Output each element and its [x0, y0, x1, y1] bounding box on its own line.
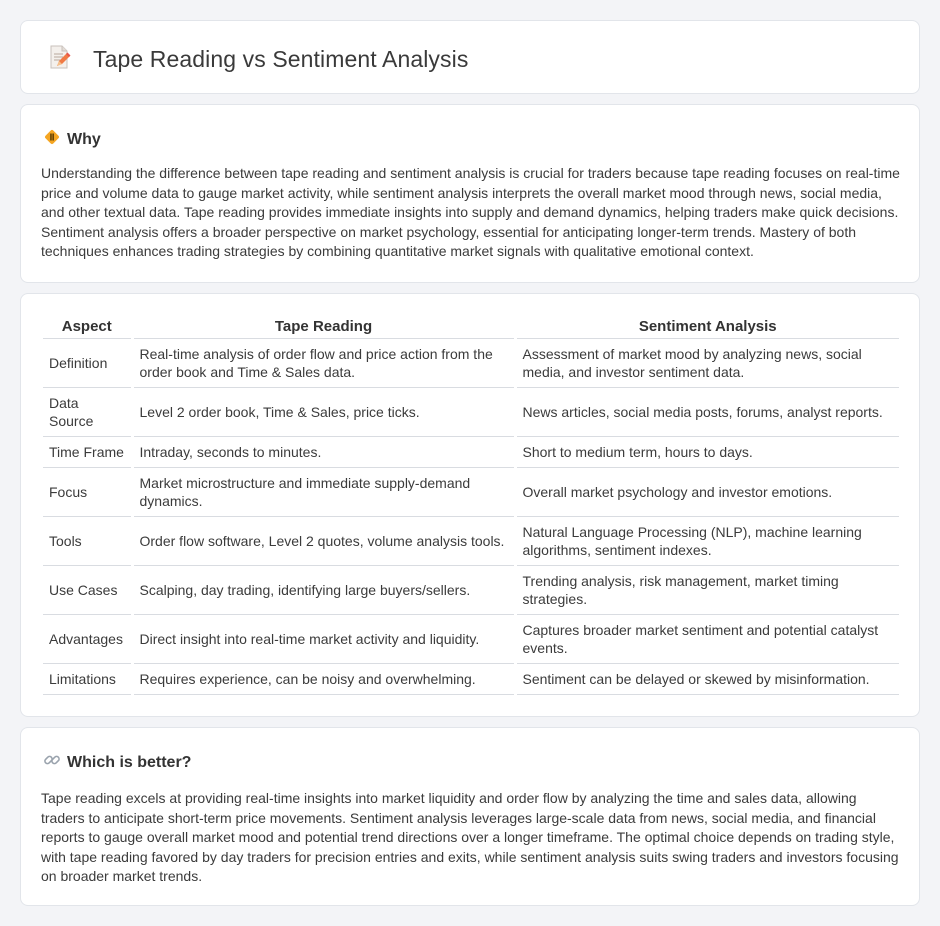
table-row [43, 615, 899, 664]
title-row [45, 43, 468, 76]
comparison-table [43, 314, 899, 695]
row-sentiment-analysis: Natural Language Processing (NLP), machine learning algorithms, sentiment indexes. [515, 517, 899, 566]
comparison-card [20, 293, 920, 717]
row-sentiment-analysis: Sentiment can be delayed or skewed by misinformation. [515, 664, 899, 695]
row-tape-reading: Market microstructure and immediate supply-demand dynamics. [132, 468, 515, 517]
table-row [43, 517, 899, 566]
row-sentiment-analysis: Short to medium term, hours to days. [515, 437, 899, 468]
table-row [43, 566, 899, 615]
table-row [43, 664, 899, 695]
table-row [43, 468, 899, 517]
why-body: Understanding the difference between tape reading and sentiment analysis is crucial for traders because tape reading focuses on real-time price and volume data to gauge market activity, while sentiment analysis interprets the overall market mood through news, social media, and other textual data. Tape reading provides immediate insights into supply and demand dynamics, helping traders make quick decisions. Sentiment analysis offers a broader perspective on market psychology, essential for anticipating longer-term trends. Mastery of both techniques enhances trading strategies by combining quantitative market signals with qualitative emotional context. [41, 165, 900, 259]
row-tape-reading: Scalping, day trading, identifying large buyers/sellers. [132, 566, 515, 615]
row-aspect: Limitations [43, 664, 132, 695]
better-heading: Which is better? [67, 753, 192, 771]
row-sentiment-analysis: Captures broader market sentiment and potential catalyst events. [515, 615, 899, 664]
row-aspect: Use Cases [43, 566, 132, 615]
why-card [20, 104, 920, 283]
row-aspect: Focus [43, 468, 132, 517]
page-title: Tape Reading vs Sentiment Analysis [93, 46, 469, 72]
header-aspect: Aspect [43, 314, 132, 339]
better-body: Tape reading excels at providing real-time insights into market liquidity and order flow by analyzing the time and sales data, allowing traders to anticipate short-term price movements. Sentiment analysis leverages large-scale data from news, social media, and financial reports to gauge overall market mood and potential trend directions over a longer timeframe. The optimal choice depends on trading style, with tape reading favored by day traders for precision entries and exits, while sentiment analysis suits swing traders and investors focusing on broader market trends. [41, 790, 899, 884]
header-tape-reading: Tape Reading [132, 314, 515, 339]
row-sentiment-analysis: Trending analysis, risk management, market timing strategies. [515, 566, 899, 615]
table-row [43, 437, 899, 468]
table-header-row [43, 314, 899, 339]
row-aspect: Tools [43, 517, 132, 566]
row-sentiment-analysis: Assessment of market mood by analyzing news, social media, and investor sentiment data. [515, 339, 899, 388]
table-row [43, 388, 899, 437]
link-icon [43, 751, 61, 774]
row-tape-reading: Level 2 order book, Time & Sales, price ticks. [132, 388, 515, 437]
row-tape-reading: Real-time analysis of order flow and price action from the order book and Time & Sales data. [132, 339, 515, 388]
document-pencil-icon [45, 43, 73, 76]
table-row [43, 339, 899, 388]
row-sentiment-analysis: Overall market psychology and investor emotions. [515, 468, 899, 517]
row-tape-reading: Direct insight into real-time market activity and liquidity. [132, 615, 515, 664]
better-heading-row [43, 751, 191, 774]
row-tape-reading: Order flow software, Level 2 quotes, volume analysis tools. [132, 517, 515, 566]
row-aspect: Advantages [43, 615, 132, 664]
warning-diamond-icon [43, 128, 61, 151]
row-aspect: Data Source [43, 388, 132, 437]
why-heading: Why [67, 130, 101, 148]
why-heading-row [43, 128, 101, 151]
header-sentiment-analysis: Sentiment Analysis [515, 314, 899, 339]
row-tape-reading: Intraday, seconds to minutes. [132, 437, 515, 468]
row-sentiment-analysis: News articles, social media posts, forums, analyst reports. [515, 388, 899, 437]
which-better-card [20, 727, 920, 906]
title-card [20, 20, 920, 94]
row-tape-reading: Requires experience, can be noisy and overwhelming. [132, 664, 515, 695]
row-aspect: Definition [43, 339, 132, 388]
row-aspect: Time Frame [43, 437, 132, 468]
